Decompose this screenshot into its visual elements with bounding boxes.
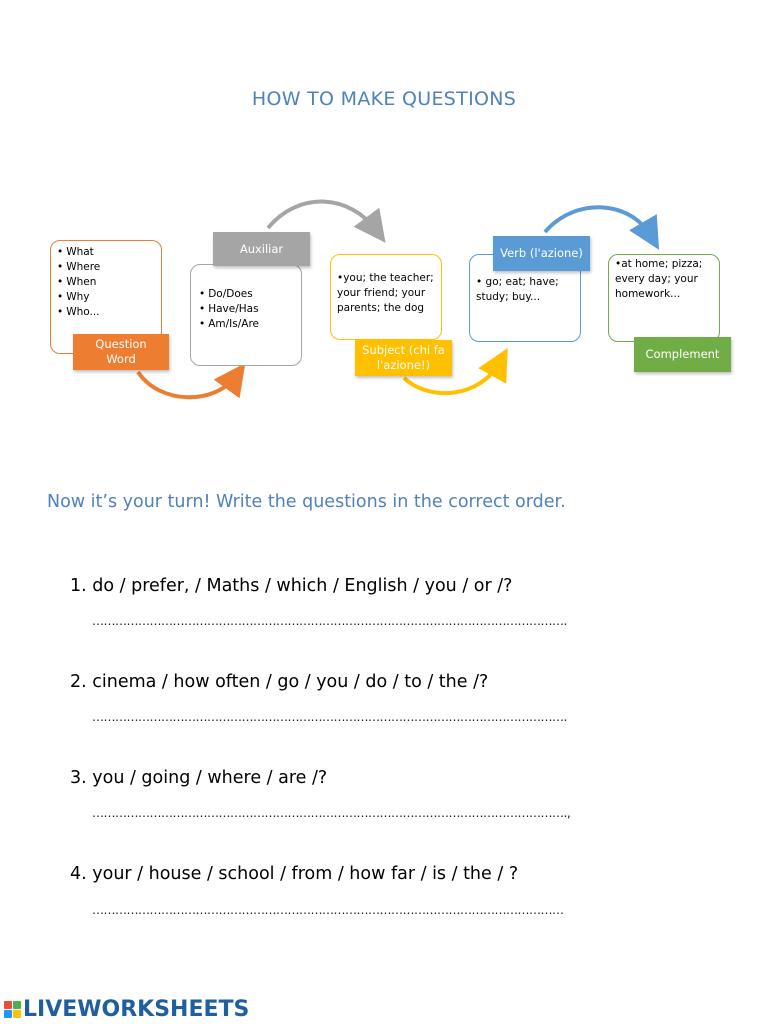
complement-examples: •at home; pizza; every day; your homework... (615, 258, 703, 300)
logo-square-blue (4, 1010, 12, 1018)
list-item: • Who... (57, 305, 155, 320)
verb-examples: • go; eat; have; study; buy... (476, 276, 559, 303)
page-title: HOW TO MAKE QUESTIONS (251, 88, 517, 110)
liveworksheets-logo[interactable] (4, 997, 249, 1022)
logo-square-green (13, 1001, 21, 1009)
list-item: • Am/Is/Are (199, 317, 293, 332)
subject-examples: •you; the teacher; your friend; your parents; the dog (337, 272, 434, 314)
arrow-verb-to-complement (545, 207, 651, 236)
subject-label: Subject (chi fa l'azione!) (355, 340, 452, 376)
list-item: • When (57, 275, 155, 290)
question-4: 4. your / house / school / from / how far / is / the / ? (70, 864, 519, 884)
logo-square-red (4, 1001, 12, 1009)
auxiliar-label: Auxiliar (213, 232, 310, 266)
auxiliar-list (199, 287, 293, 332)
question-word-list (57, 245, 155, 320)
list-item: • Where (57, 260, 155, 275)
subject-box (330, 254, 442, 340)
logo-square-yellow (13, 1010, 21, 1018)
logo-text: LIVEWORKSHEETS (23, 997, 250, 1022)
liveworksheets-logo-icon (4, 1001, 21, 1018)
verb-label: Verb (l'azione) (493, 236, 590, 271)
list-item: • What (57, 245, 155, 260)
answer-line-2[interactable]: ……………………………………………………………………………………………………………. (92, 710, 567, 724)
list-item: • Do/Does (199, 287, 293, 302)
arrow-question-to-auxiliar (138, 372, 236, 397)
question-3: 3. you / going / where / are /? (70, 768, 328, 788)
question-1: 1. do / prefer, / Maths / which / English / you / or /? (70, 576, 513, 596)
answer-line-4[interactable]: …………………………………………………………………………………………………………… (92, 903, 564, 917)
complement-box (608, 254, 720, 342)
question-word-label: Question Word (73, 334, 169, 370)
arrow-auxiliar-to-subject (268, 202, 376, 230)
complement-label: Complement (634, 337, 731, 372)
answer-line-3[interactable]: ……………………………………………………………………………………………………………., (92, 806, 571, 820)
instruction-text: Now it’s your turn! Write the questions in the correct order. (47, 492, 566, 512)
question-2: 2. cinema / how often / go / you / do / to / the /? (70, 672, 489, 692)
answer-line-1[interactable]: ……………………………………………………………………………………………………………. (92, 614, 567, 628)
auxiliar-box (190, 264, 302, 366)
list-item: • Why (57, 290, 155, 305)
list-item: • Have/Has (199, 302, 293, 317)
